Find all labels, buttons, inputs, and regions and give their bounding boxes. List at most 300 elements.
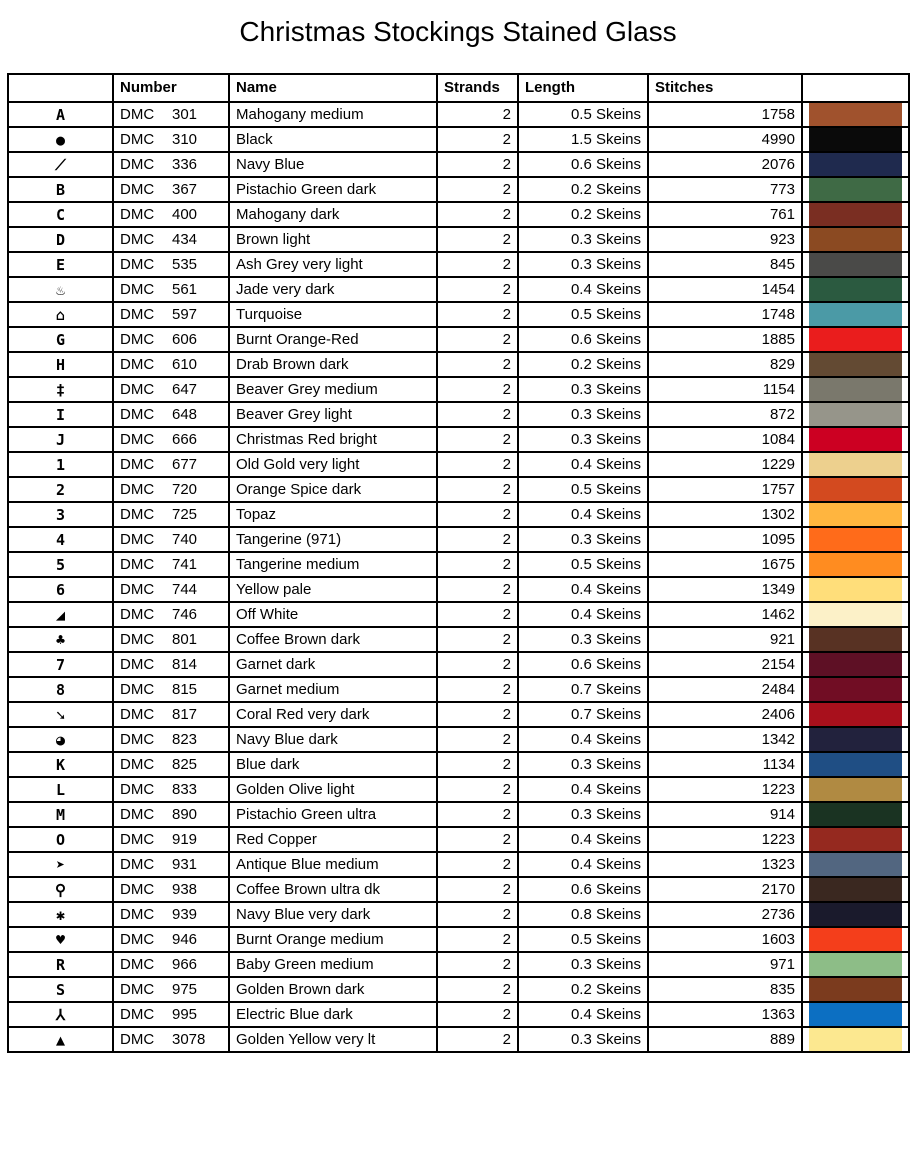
length-cell: 0.4 Skeins	[518, 602, 648, 627]
color-swatch-cell	[802, 377, 909, 402]
brand-label: DMC	[120, 280, 155, 298]
color-swatch	[809, 953, 902, 976]
color-swatch-cell	[802, 152, 909, 177]
length-cell: 0.4 Skeins	[518, 852, 648, 877]
name-cell: Coffee Brown ultra dk	[229, 877, 437, 902]
strands-cell: 2	[437, 152, 518, 177]
color-swatch	[809, 178, 902, 201]
strands-cell: 2	[437, 402, 518, 427]
table-row	[8, 802, 909, 827]
symbol-cell: ♣	[8, 627, 113, 652]
header-stitches: Stitches	[648, 74, 802, 102]
brand-label: DMC	[120, 130, 155, 148]
name-cell: Christmas Red bright	[229, 427, 437, 452]
color-swatch-cell	[802, 327, 909, 352]
color-code: 939	[172, 905, 198, 923]
color-swatch	[809, 228, 902, 251]
symbol-cell: E	[8, 252, 113, 277]
brand-label: DMC	[120, 830, 155, 848]
number-cell	[113, 977, 229, 1002]
number-cell	[113, 727, 229, 752]
color-code: 746	[172, 605, 198, 623]
name-cell: Pistachio Green ultra	[229, 802, 437, 827]
name-cell: Pistachio Green dark	[229, 177, 437, 202]
length-cell: 0.8 Skeins	[518, 902, 648, 927]
symbol-cell: ➘	[8, 702, 113, 727]
table-row	[8, 677, 909, 702]
length-cell: 0.4 Skeins	[518, 777, 648, 802]
length-cell: 0.3 Skeins	[518, 527, 648, 552]
table-row	[8, 177, 909, 202]
color-code: 995	[172, 1005, 198, 1023]
stitches-cell: 829	[648, 352, 802, 377]
stitches-cell: 1349	[648, 577, 802, 602]
strands-cell: 2	[437, 302, 518, 327]
color-code: 301	[172, 105, 198, 123]
symbol-cell: ◕	[8, 727, 113, 752]
name-cell: Beaver Grey medium	[229, 377, 437, 402]
symbol-cell: S	[8, 977, 113, 1002]
number-cell	[113, 127, 229, 152]
stitches-cell: 1084	[648, 427, 802, 452]
strands-cell: 2	[437, 877, 518, 902]
number-cell	[113, 852, 229, 877]
color-swatch	[809, 678, 902, 701]
table-row	[8, 1027, 909, 1052]
color-code: 666	[172, 430, 198, 448]
stitches-cell: 971	[648, 952, 802, 977]
color-swatch	[809, 728, 902, 751]
length-cell: 0.3 Skeins	[518, 802, 648, 827]
stitches-cell: 835	[648, 977, 802, 1002]
number-cell	[113, 427, 229, 452]
brand-label: DMC	[120, 555, 155, 573]
table-row	[8, 552, 909, 577]
color-swatch-cell	[802, 552, 909, 577]
color-swatch-cell	[802, 1002, 909, 1027]
symbol-cell: ⌂	[8, 302, 113, 327]
color-swatch	[809, 553, 902, 576]
length-cell: 0.5 Skeins	[518, 927, 648, 952]
stitches-cell: 889	[648, 1027, 802, 1052]
brand-label: DMC	[120, 480, 155, 498]
table-body	[8, 102, 909, 1052]
color-code: 931	[172, 855, 198, 873]
name-cell: Blue dark	[229, 752, 437, 777]
length-cell: 0.4 Skeins	[518, 452, 648, 477]
stitches-cell: 2076	[648, 152, 802, 177]
stitches-cell: 1758	[648, 102, 802, 127]
stitches-cell: 4990	[648, 127, 802, 152]
color-swatch	[809, 153, 902, 176]
color-code: 740	[172, 530, 198, 548]
name-cell: Electric Blue dark	[229, 1002, 437, 1027]
header-name: Name	[229, 74, 437, 102]
color-swatch-cell	[802, 902, 909, 927]
brand-label: DMC	[120, 505, 155, 523]
floss-table	[7, 73, 910, 1053]
symbol-cell: D	[8, 227, 113, 252]
brand-label: DMC	[120, 305, 155, 323]
length-cell: 0.5 Skeins	[518, 552, 648, 577]
color-swatch	[809, 753, 902, 776]
number-cell	[113, 927, 229, 952]
symbol-cell: 5	[8, 552, 113, 577]
color-code: 744	[172, 580, 198, 598]
color-swatch-cell	[802, 852, 909, 877]
table-row	[8, 627, 909, 652]
color-code: 833	[172, 780, 198, 798]
number-cell	[113, 402, 229, 427]
length-cell: 0.4 Skeins	[518, 277, 648, 302]
brand-label: DMC	[120, 905, 155, 923]
color-swatch-cell	[802, 877, 909, 902]
symbol-cell: ➤	[8, 852, 113, 877]
symbol-cell: ▲	[8, 1027, 113, 1052]
symbol-cell: ⚲	[8, 877, 113, 902]
table-row	[8, 927, 909, 952]
length-cell: 0.3 Skeins	[518, 377, 648, 402]
brand-label: DMC	[120, 255, 155, 273]
brand-label: DMC	[120, 530, 155, 548]
number-cell	[113, 302, 229, 327]
color-swatch-cell	[802, 777, 909, 802]
length-cell: 0.3 Skeins	[518, 252, 648, 277]
color-swatch	[809, 378, 902, 401]
brand-label: DMC	[120, 930, 155, 948]
color-code: 725	[172, 505, 198, 523]
color-swatch	[809, 128, 902, 151]
brand-label: DMC	[120, 1030, 155, 1048]
brand-label: DMC	[120, 955, 155, 973]
symbol-cell: L	[8, 777, 113, 802]
strands-cell: 2	[437, 627, 518, 652]
brand-label: DMC	[120, 580, 155, 598]
length-cell: 0.2 Skeins	[518, 177, 648, 202]
color-swatch	[809, 628, 902, 651]
symbol-cell: 7	[8, 652, 113, 677]
stitches-cell: 1223	[648, 777, 802, 802]
number-cell	[113, 777, 229, 802]
length-cell: 0.6 Skeins	[518, 152, 648, 177]
table-row	[8, 202, 909, 227]
number-cell	[113, 677, 229, 702]
color-swatch	[809, 478, 902, 501]
color-swatch	[809, 828, 902, 851]
number-cell	[113, 902, 229, 927]
number-cell	[113, 327, 229, 352]
color-code: 817	[172, 705, 198, 723]
table-row	[8, 527, 909, 552]
length-cell: 0.5 Skeins	[518, 102, 648, 127]
stitches-cell: 1363	[648, 1002, 802, 1027]
symbol-cell: M	[8, 802, 113, 827]
color-swatch-cell	[802, 952, 909, 977]
number-cell	[113, 377, 229, 402]
table-row	[8, 102, 909, 127]
stitches-cell: 923	[648, 227, 802, 252]
color-swatch-cell	[802, 302, 909, 327]
color-code: 975	[172, 980, 198, 998]
strands-cell: 2	[437, 1002, 518, 1027]
strands-cell: 2	[437, 527, 518, 552]
color-code: 814	[172, 655, 198, 673]
color-code: 825	[172, 755, 198, 773]
strands-cell: 2	[437, 1027, 518, 1052]
table-row	[8, 452, 909, 477]
symbol-cell: ♥	[8, 927, 113, 952]
stitches-cell: 2154	[648, 652, 802, 677]
length-cell: 0.3 Skeins	[518, 752, 648, 777]
name-cell: Yellow pale	[229, 577, 437, 602]
strands-cell: 2	[437, 977, 518, 1002]
strands-cell: 2	[437, 427, 518, 452]
stitches-cell: 1454	[648, 277, 802, 302]
stitches-cell: 1675	[648, 552, 802, 577]
color-swatch	[809, 328, 902, 351]
color-swatch-cell	[802, 527, 909, 552]
color-swatch-cell	[802, 927, 909, 952]
name-cell: Off White	[229, 602, 437, 627]
name-cell: Burnt Orange medium	[229, 927, 437, 952]
number-cell	[113, 1027, 229, 1052]
length-cell: 0.3 Skeins	[518, 427, 648, 452]
table-row	[8, 752, 909, 777]
strands-cell: 2	[437, 852, 518, 877]
symbol-cell: G	[8, 327, 113, 352]
color-swatch	[809, 853, 902, 876]
strands-cell: 2	[437, 827, 518, 852]
name-cell: Navy Blue	[229, 152, 437, 177]
color-swatch	[809, 653, 902, 676]
color-swatch	[809, 703, 902, 726]
color-swatch	[809, 253, 902, 276]
color-swatch-cell	[802, 827, 909, 852]
color-swatch-cell	[802, 252, 909, 277]
color-swatch-cell	[802, 752, 909, 777]
symbol-cell: 6	[8, 577, 113, 602]
color-swatch	[809, 878, 902, 901]
color-swatch-cell	[802, 652, 909, 677]
length-cell: 0.3 Skeins	[518, 402, 648, 427]
length-cell: 0.4 Skeins	[518, 727, 648, 752]
brand-label: DMC	[120, 730, 155, 748]
color-swatch	[809, 1028, 902, 1051]
color-code: 801	[172, 630, 198, 648]
brand-label: DMC	[120, 780, 155, 798]
table-row	[8, 652, 909, 677]
strands-cell: 2	[437, 277, 518, 302]
number-cell	[113, 802, 229, 827]
color-swatch-cell	[802, 802, 909, 827]
strands-cell: 2	[437, 952, 518, 977]
length-cell: 1.5 Skeins	[518, 127, 648, 152]
color-swatch-cell	[802, 577, 909, 602]
table-row	[8, 577, 909, 602]
length-cell: 0.2 Skeins	[518, 352, 648, 377]
color-swatch-cell	[802, 602, 909, 627]
length-cell: 0.2 Skeins	[518, 202, 648, 227]
number-cell	[113, 652, 229, 677]
strands-cell: 2	[437, 577, 518, 602]
strands-cell: 2	[437, 127, 518, 152]
number-cell	[113, 877, 229, 902]
color-swatch-cell	[802, 627, 909, 652]
number-cell	[113, 827, 229, 852]
strands-cell: 2	[437, 902, 518, 927]
number-cell	[113, 752, 229, 777]
stitches-cell: 1342	[648, 727, 802, 752]
table-row	[8, 252, 909, 277]
symbol-cell: ♨	[8, 277, 113, 302]
length-cell: 0.3 Skeins	[518, 952, 648, 977]
length-cell: 0.6 Skeins	[518, 652, 648, 677]
color-swatch-cell	[802, 202, 909, 227]
brand-label: DMC	[120, 380, 155, 398]
table-row	[8, 352, 909, 377]
color-swatch	[809, 353, 902, 376]
stitches-cell: 1154	[648, 377, 802, 402]
strands-cell: 2	[437, 227, 518, 252]
color-code: 823	[172, 730, 198, 748]
number-cell	[113, 577, 229, 602]
brand-label: DMC	[120, 655, 155, 673]
brand-label: DMC	[120, 405, 155, 423]
color-swatch-cell	[802, 352, 909, 377]
number-cell	[113, 952, 229, 977]
stitches-cell: 872	[648, 402, 802, 427]
strands-cell: 2	[437, 502, 518, 527]
stitches-cell: 1757	[648, 477, 802, 502]
name-cell: Navy Blue dark	[229, 727, 437, 752]
name-cell: Garnet medium	[229, 677, 437, 702]
strands-cell: 2	[437, 777, 518, 802]
header-number: Number	[113, 74, 229, 102]
strands-cell: 2	[437, 802, 518, 827]
symbol-cell: 2	[8, 477, 113, 502]
number-cell	[113, 277, 229, 302]
stitches-cell: 914	[648, 802, 802, 827]
table-row	[8, 377, 909, 402]
color-swatch-cell	[802, 427, 909, 452]
table-row	[8, 327, 909, 352]
table-row	[8, 777, 909, 802]
brand-label: DMC	[120, 705, 155, 723]
strands-cell: 2	[437, 677, 518, 702]
brand-label: DMC	[120, 805, 155, 823]
color-code: 310	[172, 130, 198, 148]
table-row	[8, 977, 909, 1002]
color-code: 938	[172, 880, 198, 898]
color-swatch	[809, 303, 902, 326]
strands-cell: 2	[437, 177, 518, 202]
number-cell	[113, 252, 229, 277]
color-code: 606	[172, 330, 198, 348]
color-swatch-cell	[802, 102, 909, 127]
stitches-cell: 1603	[648, 927, 802, 952]
color-code: 434	[172, 230, 198, 248]
brand-label: DMC	[120, 455, 155, 473]
table-row	[8, 302, 909, 327]
name-cell: Turquoise	[229, 302, 437, 327]
symbol-cell: 1	[8, 452, 113, 477]
color-swatch	[809, 928, 902, 951]
table-row	[8, 702, 909, 727]
stitches-cell: 1229	[648, 452, 802, 477]
stitches-cell: 1885	[648, 327, 802, 352]
name-cell: Drab Brown dark	[229, 352, 437, 377]
symbol-cell: 8	[8, 677, 113, 702]
brand-label: DMC	[120, 205, 155, 223]
brand-label: DMC	[120, 355, 155, 373]
header-symbol	[8, 74, 113, 102]
color-code: 815	[172, 680, 198, 698]
length-cell: 0.7 Skeins	[518, 702, 648, 727]
brand-label: DMC	[120, 155, 155, 173]
stitches-cell: 2736	[648, 902, 802, 927]
brand-label: DMC	[120, 680, 155, 698]
symbol-cell: I	[8, 402, 113, 427]
symbol-cell: ◢	[8, 602, 113, 627]
name-cell: Coral Red very dark	[229, 702, 437, 727]
color-code: 946	[172, 930, 198, 948]
brand-label: DMC	[120, 980, 155, 998]
table-row	[8, 902, 909, 927]
color-code: 741	[172, 555, 198, 573]
name-cell: Garnet dark	[229, 652, 437, 677]
color-swatch	[809, 778, 902, 801]
strands-cell: 2	[437, 602, 518, 627]
brand-label: DMC	[120, 1005, 155, 1023]
color-code: 3078	[172, 1030, 206, 1048]
header-color	[802, 74, 909, 102]
name-cell: Mahogany dark	[229, 202, 437, 227]
name-cell: Baby Green medium	[229, 952, 437, 977]
color-swatch-cell	[802, 502, 909, 527]
length-cell: 0.3 Skeins	[518, 627, 648, 652]
color-swatch-cell	[802, 702, 909, 727]
stitches-cell: 1134	[648, 752, 802, 777]
number-cell	[113, 702, 229, 727]
table-row	[8, 952, 909, 977]
color-swatch	[809, 528, 902, 551]
symbol-cell: J	[8, 427, 113, 452]
table-row	[8, 227, 909, 252]
color-code: 610	[172, 355, 198, 373]
number-cell	[113, 352, 229, 377]
symbol-cell: K	[8, 752, 113, 777]
symbol-cell: O	[8, 827, 113, 852]
number-cell	[113, 527, 229, 552]
stitches-cell: 2170	[648, 877, 802, 902]
color-swatch	[809, 578, 902, 601]
name-cell: Brown light	[229, 227, 437, 252]
color-code: 648	[172, 405, 198, 423]
color-swatch-cell	[802, 177, 909, 202]
color-code: 966	[172, 955, 198, 973]
length-cell: 0.6 Skeins	[518, 327, 648, 352]
length-cell: 0.5 Skeins	[518, 302, 648, 327]
symbol-cell: A	[8, 102, 113, 127]
symbol-cell: 4	[8, 527, 113, 552]
name-cell: Old Gold very light	[229, 452, 437, 477]
symbol-cell: R	[8, 952, 113, 977]
stitches-cell: 845	[648, 252, 802, 277]
color-code: 720	[172, 480, 198, 498]
strands-cell: 2	[437, 352, 518, 377]
name-cell: Burnt Orange-Red	[229, 327, 437, 352]
number-cell	[113, 102, 229, 127]
